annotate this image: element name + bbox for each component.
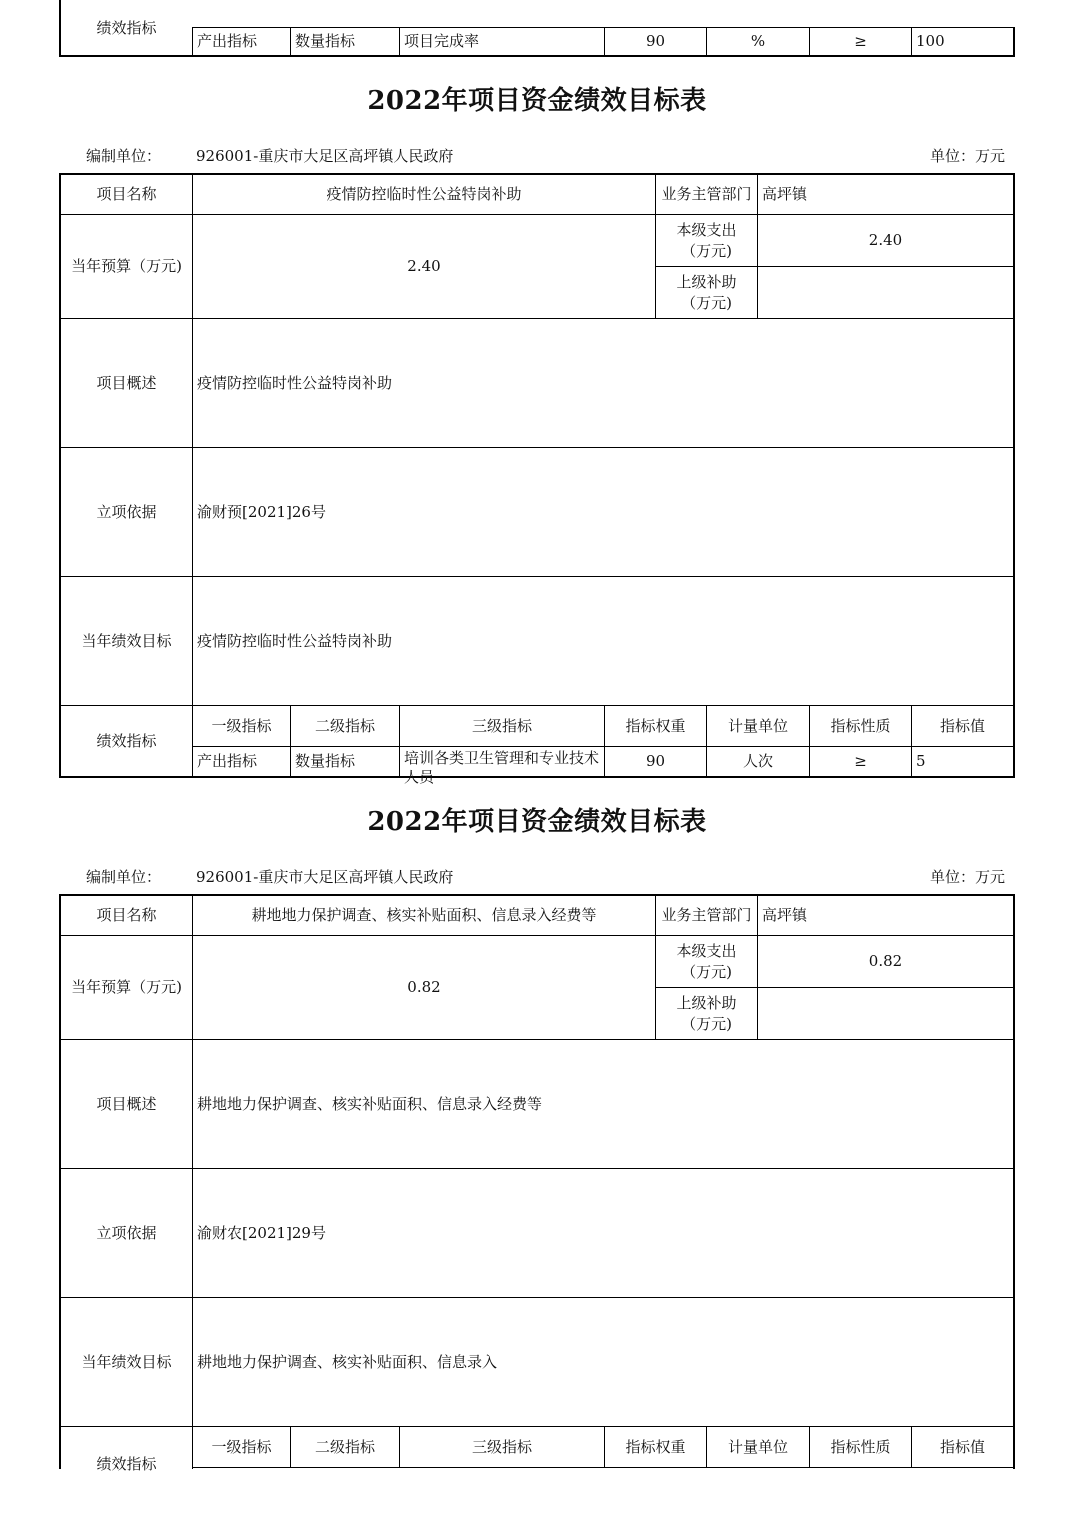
- local-spend-label: 本级支出（万元): [676, 942, 737, 981]
- dept-label: 业务主管部门: [661, 185, 752, 204]
- basis-label: 立项依据: [96, 1223, 157, 1242]
- header-level2: 二级指标: [314, 1437, 375, 1456]
- dept-value: 高坪镇: [762, 906, 808, 925]
- project-name-label: 项目名称: [96, 906, 157, 925]
- org-value: 926001-重庆市大足区高坪镇人民政府: [196, 868, 454, 886]
- perf-label: 绩效指标: [96, 731, 157, 750]
- budget-label: 当年预算（万元): [71, 257, 182, 276]
- page-title: 2022年项目资金绩效目标表: [367, 86, 707, 116]
- perf-label-partial: 绩效指标: [96, 18, 157, 37]
- level1-cell: 产出指标: [197, 32, 258, 51]
- upper-subsidy-label: 上级补助（万元): [676, 273, 737, 312]
- org-value: 926001-重庆市大足区高坪镇人民政府: [196, 147, 454, 165]
- header-value: 指标值: [939, 716, 985, 735]
- upper-subsidy-value: [758, 988, 1013, 1039]
- overview-value: 疫情防控临时性公益特岗补助: [197, 373, 393, 392]
- dept-label: 业务主管部门: [661, 906, 752, 925]
- goal-label: 当年绩效目标: [81, 1352, 172, 1371]
- weight-cell: 90: [645, 32, 666, 51]
- basis-label: 立项依据: [96, 502, 157, 521]
- overview-label: 项目概述: [96, 373, 157, 392]
- row-unit: 人次: [742, 752, 773, 771]
- basis-value: 渝财农[2021]29号: [197, 1223, 326, 1242]
- org-label: 编制单位：: [86, 147, 162, 165]
- basis-value: 渝财预[2021]26号: [197, 502, 326, 521]
- header-level1: 一级指标: [211, 1437, 272, 1456]
- header-level3: 三级指标: [471, 1437, 532, 1456]
- row-level3-wrap: [400, 747, 603, 786]
- header-weight: 指标权重: [625, 716, 686, 735]
- page-title: 2022年项目资金绩效目标表: [367, 807, 707, 837]
- header-unit: 计量单位: [727, 1437, 788, 1456]
- goal-value: 疫情防控临时性公益特岗补助: [197, 631, 393, 650]
- budget-label: 当年预算（万元): [71, 978, 182, 997]
- nature-cell: ≥: [854, 32, 867, 51]
- perf-label-wrap: [61, 1427, 192, 1473]
- perf-label: 绩效指标: [96, 1454, 157, 1473]
- goal-value: 耕地地力保护调查、核实补贴面积、信息录入: [197, 1352, 498, 1371]
- row-value: 5: [916, 752, 926, 771]
- overview-label: 项目概述: [96, 1094, 157, 1113]
- project-name-value: 耕地地力保护调查、核实补贴面积、信息录入经费等: [251, 906, 597, 925]
- local-spend-label: 本级支出（万元): [676, 221, 737, 260]
- goal-label: 当年绩效目标: [81, 631, 172, 650]
- row-weight: 90: [645, 752, 666, 771]
- budget-value: 2.40: [407, 257, 441, 276]
- header-level1: 一级指标: [211, 716, 272, 735]
- header-level3: 三级指标: [471, 716, 532, 735]
- level3-cell: 项目完成率: [404, 32, 480, 51]
- header-nature: 指标性质: [830, 1437, 891, 1456]
- level2-cell: 数量指标: [295, 32, 356, 51]
- row-level1: 产出指标: [197, 752, 258, 771]
- upper-subsidy-value: [758, 267, 1013, 318]
- budget-value: 0.82: [407, 978, 441, 997]
- project-name-value: 疫情防控临时性公益特岗补助: [326, 185, 522, 204]
- local-spend-value: 0.82: [868, 952, 903, 971]
- dept-value: 高坪镇: [762, 185, 808, 204]
- header-value: 指标值: [939, 1437, 985, 1456]
- upper-subsidy-label: 上级补助（万元): [676, 994, 737, 1033]
- project-name-label: 项目名称: [96, 185, 157, 204]
- local-spend-value: 2.40: [868, 231, 903, 250]
- header-unit: 计量单位: [727, 716, 788, 735]
- header-nature: 指标性质: [830, 716, 891, 735]
- header-weight: 指标权重: [625, 1437, 686, 1456]
- overview-value: 耕地地力保护调查、核实补贴面积、信息录入经费等: [197, 1094, 543, 1113]
- row-nature: ≥: [854, 752, 867, 771]
- unit-label: 单位：万元: [930, 868, 1006, 886]
- row-level3: 培训各类卫生管理和专业技术人员: [404, 749, 600, 786]
- row-level2: 数量指标: [295, 752, 356, 771]
- value-cell: 100: [916, 32, 945, 51]
- header-level2: 二级指标: [314, 716, 375, 735]
- unit-label: 单位：万元: [930, 147, 1006, 165]
- unit-cell: %: [750, 32, 766, 51]
- org-label: 编制单位：: [86, 868, 162, 886]
